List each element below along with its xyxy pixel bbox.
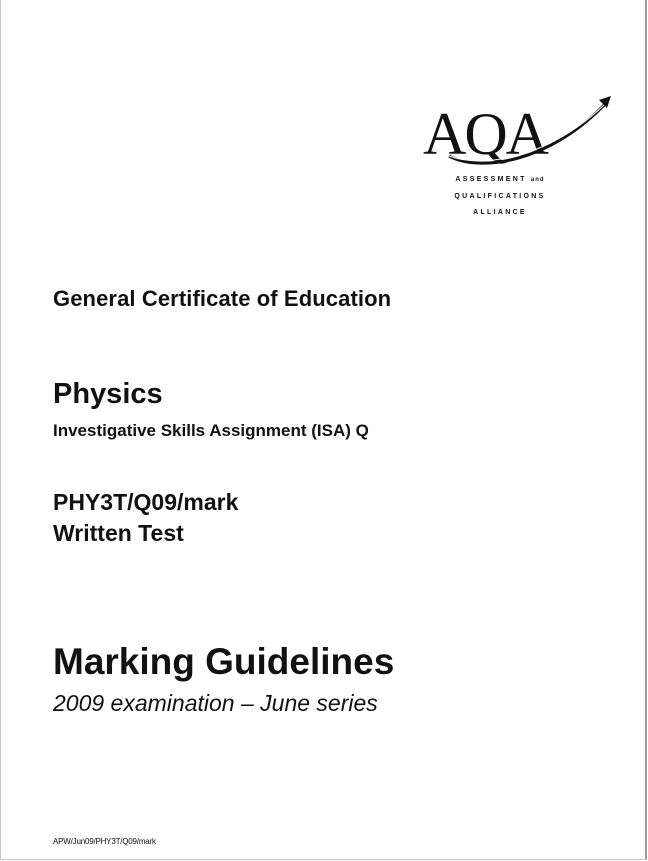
aqa-logo [419,94,615,224]
document-title: Marking Guidelines [53,641,395,682]
paper-code: PHY3T/Q09/mark [53,489,239,515]
paper-type: Written Test [53,520,184,546]
qualification-heading: General Certificate of Education [53,286,392,311]
logo-line-assessment: ASSESSMENT and [455,176,545,183]
exam-series: 2009 examination – June series [53,690,378,716]
aqa-logo-mark [419,94,615,174]
logo-line-alliance: ALLIANCE [473,209,527,216]
footer-reference: APW/Jun09/PHY3T/Q09/mark [53,837,156,846]
logo-line-qualifications: QUALIFICATIONS [454,193,546,200]
svg-text:AQA: AQA [423,101,547,167]
subject-title: Physics [53,378,163,410]
assignment-subtitle: Investigative Skills Assignment (ISA) Q [53,421,369,440]
